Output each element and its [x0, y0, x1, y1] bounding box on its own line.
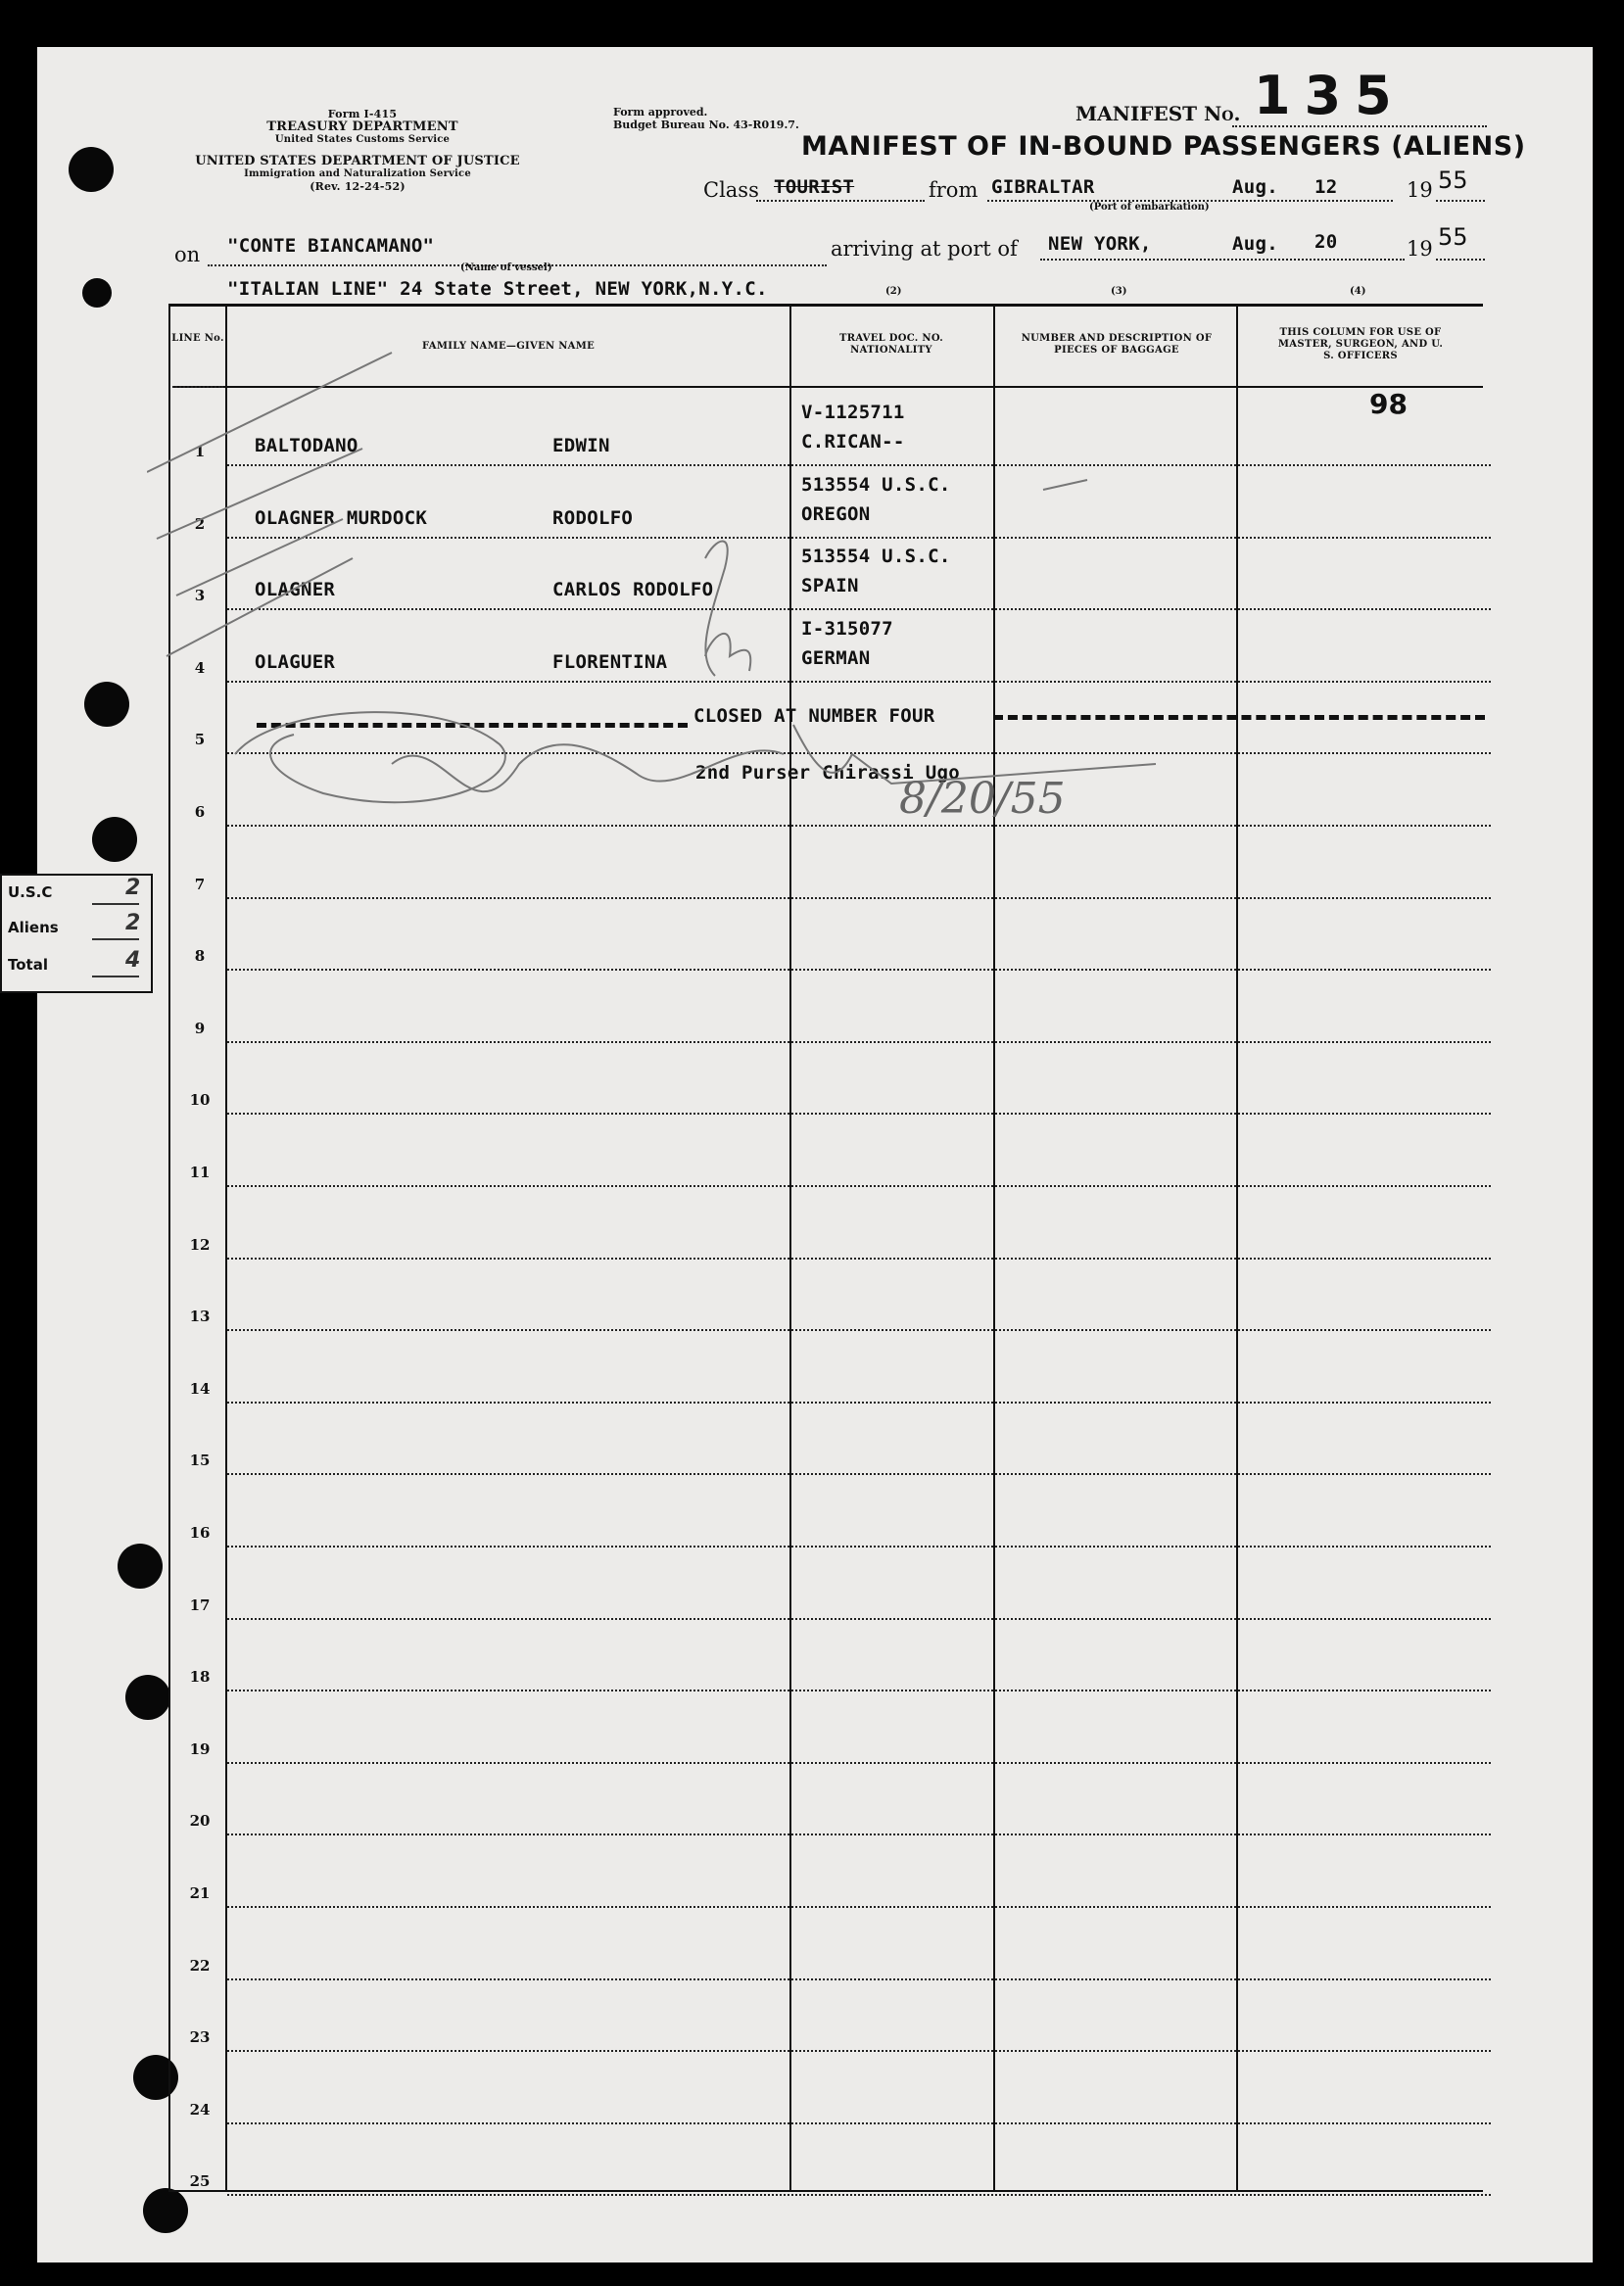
budget-bureau: Budget Bureau No. 43-R019.7.: [613, 119, 799, 131]
table-top-border: [168, 304, 1483, 307]
tally-aliens-label: Aliens: [8, 919, 59, 936]
row-line: [227, 1113, 1491, 1115]
line-number: 8: [194, 947, 206, 965]
line-number: 11: [189, 1164, 211, 1181]
dots: [1436, 259, 1485, 261]
passenger-travel-doc: V-1125711: [801, 402, 905, 423]
line-number: 9: [194, 1020, 206, 1037]
manifest-number: 135: [1254, 65, 1406, 126]
pen-stroke: [147, 353, 392, 472]
passenger-nationality: SPAIN: [801, 575, 859, 596]
closed-text: CLOSED AT NUMBER FOUR: [693, 705, 935, 727]
ins-service: Immigration and Naturalization Service: [244, 168, 471, 179]
col-line-no: LINE No.: [171, 333, 224, 344]
line-number: 19: [189, 1740, 211, 1758]
pen-stroke: [392, 744, 784, 791]
row-line: [227, 1329, 1491, 1331]
punch-hole: [118, 1544, 163, 1589]
purser-signature: 2nd Purser Chirassi Ugo: [695, 762, 960, 784]
row-line: [227, 897, 1491, 899]
tally-underline: [92, 976, 139, 977]
class-label: Class: [703, 178, 759, 202]
line-number: 10: [189, 1091, 211, 1109]
passenger-travel-doc: 513554 U.S.C.: [801, 546, 951, 567]
tally-total-label: Total: [8, 956, 48, 974]
col-name: FAMILY NAME—GIVEN NAME: [421, 341, 596, 352]
pen-stroke: [705, 542, 728, 677]
punch-hole: [133, 2055, 178, 2100]
punch-hole: [84, 682, 129, 727]
tally-underline: [92, 903, 139, 905]
row-line: [227, 1041, 1491, 1043]
row-line: [227, 1185, 1491, 1187]
row-line: [227, 1762, 1491, 1764]
customs-service: United States Customs Service: [274, 134, 451, 145]
col-divider: [1236, 304, 1238, 2192]
line-number: 15: [189, 1452, 211, 1469]
row-line: [227, 1834, 1491, 1835]
note-3: (3): [1111, 286, 1127, 297]
line-number: 1: [194, 443, 206, 460]
embark-year: 55: [1438, 167, 1468, 194]
tally-usc-label: U.S.C: [8, 883, 53, 901]
vessel-note: (Name of vessel): [460, 262, 552, 273]
col-travel-doc: TRAVEL DOC. NO. NATIONALITY: [838, 333, 944, 356]
passenger-family-name: OLAGNER: [255, 579, 336, 600]
row-line: [227, 1402, 1491, 1404]
note-4: (4): [1350, 286, 1366, 297]
punch-hole: [143, 2188, 188, 2233]
tally-underline: [92, 938, 139, 940]
form-approved-text: Form approved.: [613, 106, 708, 119]
from-value: GIBRALTAR: [991, 176, 1095, 198]
form-approved: [613, 106, 799, 131]
row-line: [227, 969, 1491, 971]
embark-year-prefix: 19: [1407, 178, 1433, 202]
line-number: 6: [194, 803, 206, 821]
handwritten-date: 8/20/55: [899, 774, 1066, 824]
class-value: TOURIST: [774, 176, 855, 198]
arrival-month: Aug.: [1232, 233, 1278, 255]
justice-dept: UNITED STATES DEPARTMENT OF JUSTICE: [195, 154, 520, 168]
line-number: 13: [189, 1308, 211, 1325]
passenger-given-name: FLORENTINA: [552, 651, 668, 673]
passenger-nationality: GERMAN: [801, 647, 871, 669]
pen-stroke: [176, 519, 343, 595]
note-2: (2): [885, 286, 902, 297]
punch-hole: [92, 817, 137, 862]
table-bottom-border: [168, 2190, 1483, 2192]
pen-stroke: [167, 558, 353, 656]
vessel-name: "CONTE BIANCAMANO": [227, 235, 435, 257]
tally-box: [0, 874, 153, 993]
passenger-nationality: OREGON: [801, 503, 871, 525]
line-number: 25: [189, 2172, 211, 2190]
line-number: 12: [189, 1236, 211, 1254]
arrival-year-prefix: 19: [1407, 237, 1433, 261]
line-number: 23: [189, 2028, 211, 2046]
line-number: 2: [194, 515, 206, 533]
row-line: [227, 1978, 1491, 1980]
arrival-year: 55: [1438, 223, 1468, 251]
row-line: [227, 1690, 1491, 1691]
line-number: 5: [194, 731, 206, 748]
passenger-given-name: EDWIN: [552, 435, 610, 456]
line-address: "ITALIAN LINE" 24 State Street, NEW YORK,N.Y.C.: [227, 278, 768, 300]
col-baggage: NUMBER AND DESCRIPTION OF PIECES OF BAGGAGE: [1021, 333, 1213, 356]
tally-total-value: 4: [125, 948, 141, 973]
passenger-family-name: BALTODANO: [255, 435, 358, 456]
tally-usc-value: 2: [125, 876, 141, 900]
passenger-travel-doc: 513554 U.S.C.: [801, 474, 951, 496]
manifest-label: MANIFEST No.: [1075, 102, 1241, 125]
passenger-nationality: C.RICAN--: [801, 431, 905, 452]
pen-stroke: [705, 634, 750, 671]
dots: [1436, 200, 1485, 202]
row-line: [227, 2050, 1491, 2052]
from-label: from: [929, 178, 979, 202]
embark-day: 12: [1314, 176, 1338, 198]
embark-month: Aug.: [1232, 176, 1278, 198]
row-line: [227, 1473, 1491, 1475]
punch-hole: [82, 278, 112, 308]
pen-stroke: [1043, 480, 1087, 490]
revision: (Rev. 12-24-52): [310, 180, 406, 193]
dots: [1040, 259, 1405, 261]
row-line: [227, 1546, 1491, 1548]
arrival-day: 20: [1314, 231, 1338, 253]
punch-hole: [69, 147, 114, 192]
passenger-family-name: OLAGUER: [255, 651, 336, 673]
header-left-2: [162, 155, 553, 193]
pen-stroke: [235, 712, 505, 802]
line-number: 17: [189, 1596, 211, 1614]
row-line: [227, 1618, 1491, 1620]
line-number: 4: [194, 659, 206, 677]
line-number: 24: [189, 2101, 211, 2119]
tally-aliens-value: 2: [125, 911, 141, 935]
passenger-given-name: CARLOS RODOLFO: [552, 579, 714, 600]
row-line: [227, 1258, 1491, 1260]
col-officers: THIS COLUMN FOR USE OF MASTER, SURGEON, AND U. S. OFFICERS: [1277, 327, 1444, 361]
on-label: on: [174, 243, 201, 266]
page-title: MANIFEST OF IN-BOUND PASSENGERS (ALIENS): [801, 131, 1526, 162]
row-line: [227, 2122, 1491, 2124]
row-line: [227, 2194, 1491, 2196]
officers-value: 98: [1369, 388, 1408, 420]
passenger-family-name: OLAGNER MURDOCK: [255, 507, 428, 529]
line-number: 14: [189, 1380, 211, 1398]
line-number: 3: [194, 587, 206, 604]
arriving-label: arriving at port of: [831, 237, 1018, 261]
header-left: [225, 108, 500, 146]
port-embark-note: (Port of embarkation): [1089, 202, 1210, 213]
arrival-port: NEW YORK,: [1048, 233, 1152, 255]
dots: [756, 200, 925, 202]
row-line: [227, 1906, 1491, 1908]
line-number: 21: [189, 1884, 211, 1902]
passenger-given-name: RODOLFO: [552, 507, 634, 529]
line-number: 20: [189, 1812, 211, 1830]
passenger-travel-doc: I-315077: [801, 618, 893, 640]
line-number: 18: [189, 1668, 211, 1686]
line-number: 22: [189, 1957, 211, 1975]
form-number: Form I-415: [327, 108, 398, 120]
treasury-dept: TREASURY DEPARTMENT: [266, 119, 458, 134]
punch-hole: [125, 1675, 170, 1720]
line-number: 7: [194, 876, 206, 893]
line-number: 16: [189, 1524, 211, 1542]
